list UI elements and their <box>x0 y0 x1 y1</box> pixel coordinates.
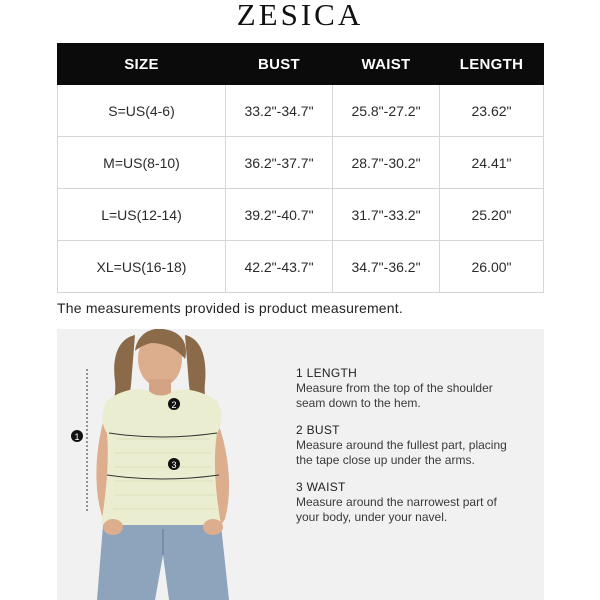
header-waist: WAIST <box>333 44 440 85</box>
table-row <box>58 189 544 241</box>
cell-waist: 34.7"-36.2" <box>333 241 440 293</box>
svg-text:1: 1 <box>74 432 80 442</box>
step-length <box>296 366 536 411</box>
cell-bust: 33.2"-34.7" <box>226 85 333 137</box>
step-desc-line: Measure around the fullest part, placing <box>296 438 507 452</box>
table-row <box>58 241 544 293</box>
step-title: 1 LENGTH <box>296 366 358 380</box>
size-chart-table <box>57 43 544 293</box>
table-row <box>58 137 544 189</box>
measuring-instructions <box>296 366 536 537</box>
cell-size: XL=US(16-18) <box>58 241 226 293</box>
svg-text:2: 2 <box>171 400 177 410</box>
knit-top <box>101 389 222 525</box>
model-figure <box>57 329 287 600</box>
cell-length: 23.62" <box>440 85 544 137</box>
svg-text:3: 3 <box>171 460 177 470</box>
marker-waist <box>168 458 180 470</box>
cell-bust: 36.2"-37.7" <box>226 137 333 189</box>
cell-size: M=US(8-10) <box>58 137 226 189</box>
marker-length <box>71 430 83 442</box>
step-desc-line: seam down to the hem. <box>296 396 421 410</box>
step-desc-line: Measure from the top of the shoulder <box>296 381 493 395</box>
cell-waist: 25.8"-27.2" <box>333 85 440 137</box>
left-hand <box>103 519 123 535</box>
step-title: 2 BUST <box>296 423 340 437</box>
cell-bust: 39.2"-40.7" <box>226 189 333 241</box>
measurement-note: The measurements provided is product measurement. <box>57 300 403 316</box>
cell-length: 26.00" <box>440 241 544 293</box>
cell-length: 25.20" <box>440 189 544 241</box>
cell-length: 24.41" <box>440 137 544 189</box>
cell-waist: 28.7"-30.2" <box>333 137 440 189</box>
measuring-guide-panel <box>57 329 544 600</box>
header-size: SIZE <box>58 44 226 85</box>
cell-bust: 42.2"-43.7" <box>226 241 333 293</box>
cell-size: S=US(4-6) <box>58 85 226 137</box>
step-waist <box>296 480 536 525</box>
marker-bust <box>168 398 180 410</box>
cell-size: L=US(12-14) <box>58 189 226 241</box>
step-desc-line: your body, under your navel. <box>296 510 448 524</box>
table-header-row <box>58 44 544 85</box>
header-bust: BUST <box>226 44 333 85</box>
header-length: LENGTH <box>440 44 544 85</box>
step-title: 3 WAIST <box>296 480 346 494</box>
cell-waist: 31.7"-33.2" <box>333 189 440 241</box>
step-desc-line: Measure around the narrowest part of <box>296 495 497 509</box>
step-desc-line: the tape close up under the arms. <box>296 453 475 467</box>
table-row <box>58 85 544 137</box>
right-hand <box>203 519 223 535</box>
brand-logo: ZESICA <box>236 0 364 32</box>
step-bust <box>296 423 536 468</box>
